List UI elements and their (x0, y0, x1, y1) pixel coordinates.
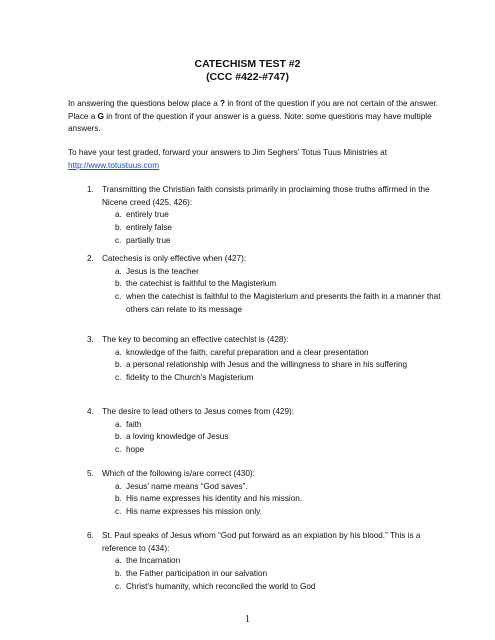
option-letter: c. (115, 445, 122, 455)
option-text: the Incarnation (126, 556, 181, 566)
option-b (115, 493, 448, 506)
option-c (115, 291, 448, 316)
question-2 (68, 253, 448, 317)
option-letter: b. (115, 279, 122, 289)
option-c (115, 235, 448, 248)
intro-text-2: in front of the question if you are not certain of the answer. Place a (68, 99, 439, 121)
option-c (115, 372, 448, 385)
option-text: Jesus’ name means “God saves”. (126, 481, 248, 491)
option-a (115, 347, 448, 360)
question-mark-symbol: ? (220, 99, 226, 108)
question-number: 5. (87, 469, 94, 478)
option-c (115, 506, 448, 519)
intro-text-3: in front of the question if your answer is a guess. Note: some questions may have multiple answers. (68, 111, 432, 134)
question-number: 2. (87, 254, 94, 263)
option-letter: b. (115, 432, 122, 442)
option-letter: c. (115, 373, 122, 383)
guess-mark-symbol: G (97, 111, 104, 121)
option-c (115, 444, 448, 457)
question-number: 6. (87, 531, 94, 540)
option-letter: c. (115, 235, 122, 245)
option-letter: b. (115, 223, 122, 233)
option-text: the Father participation in our salvation (126, 569, 268, 579)
instructions-paragraph (68, 147, 448, 172)
document-title: CATECHISM TEST #2 (194, 58, 301, 70)
option-text: a personal relationship with Jesus and the willingness to share in his suffering (126, 360, 408, 370)
option-text: a loving knowledge of Jesus (126, 432, 229, 442)
option-letter: a. (115, 266, 122, 276)
instructions-text: To have your test graded, forward your answers to Jim Seghers’ Totus Tuus Ministries at (68, 148, 387, 157)
option-b (115, 359, 448, 372)
website-link[interactable]: http://www.totustuus.com (68, 160, 160, 170)
option-letter: a. (115, 210, 122, 220)
option-text: His name expresses his identity and his mission. (126, 494, 303, 504)
question-4 (68, 406, 448, 457)
question-number: 4. (87, 407, 94, 416)
question-text: Transmitting the Christian faith consists primarily in proclaiming those truths affirmed in the Nicene creed (425, 426): (102, 185, 430, 207)
document-subtitle: (CCC #422-#747) (206, 71, 289, 83)
question-text: St. Paul speaks of Jesus whom “God put forward as an expiation by his blood.” This is a reference to (434): (102, 531, 421, 553)
option-text: when the catechist is faithful to the Magisterium and presents the faith in a manner that others can relate to its message (126, 292, 441, 314)
question-3 (68, 334, 448, 385)
option-letter: c. (115, 507, 122, 517)
page-number: 1 (245, 614, 250, 625)
option-b (115, 431, 448, 444)
option-text: His name expresses his mission only. (126, 507, 262, 517)
question-text: Which of the following is/are correct (430): (102, 469, 255, 478)
intro-paragraph (68, 98, 448, 136)
option-a (115, 555, 448, 568)
option-letter: a. (115, 347, 122, 357)
question-text: Catechesis is only effective when (427): (102, 254, 247, 263)
question-text: The key to becoming an effective catechist is (428): (102, 335, 289, 344)
option-text: hope (126, 445, 145, 455)
question-text: The desire to lead others to Jesus comes from (429): (102, 407, 295, 416)
option-c (115, 581, 448, 594)
option-a (115, 209, 448, 222)
option-text: entirely false (126, 223, 172, 233)
option-b (115, 222, 448, 235)
option-letter: c. (115, 581, 122, 591)
option-a (115, 481, 448, 494)
option-text: entirely true (126, 210, 169, 220)
option-a (115, 266, 448, 279)
option-b (115, 278, 448, 291)
option-text: knowledge of the faith, careful preparation and a clear presentation (126, 347, 369, 357)
option-text: faith (126, 419, 142, 429)
option-text: Jesus is the teacher (126, 266, 199, 276)
option-text: partially true (126, 235, 171, 245)
question-1 (68, 184, 448, 248)
option-letter: b. (115, 569, 122, 579)
option-letter: b. (115, 494, 122, 504)
option-letter: b. (115, 360, 122, 370)
option-text: the catechist is faithful to the Magisterium (126, 279, 277, 289)
option-a (115, 419, 448, 432)
question-6 (68, 530, 448, 594)
question-5 (68, 468, 448, 519)
question-number: 3. (87, 335, 94, 344)
option-b (115, 568, 448, 581)
option-letter: c. (115, 292, 122, 302)
option-letter: a. (115, 481, 122, 491)
option-letter: a. (115, 556, 122, 566)
option-text: Christ’s humanity, which reconciled the world to God (126, 581, 316, 591)
option-text: fidelity to the Church’s Magisterium (126, 373, 254, 383)
intro-text-1: In answering the questions below place a (68, 99, 221, 108)
option-letter: a. (115, 419, 122, 429)
question-number: 1. (87, 185, 94, 194)
